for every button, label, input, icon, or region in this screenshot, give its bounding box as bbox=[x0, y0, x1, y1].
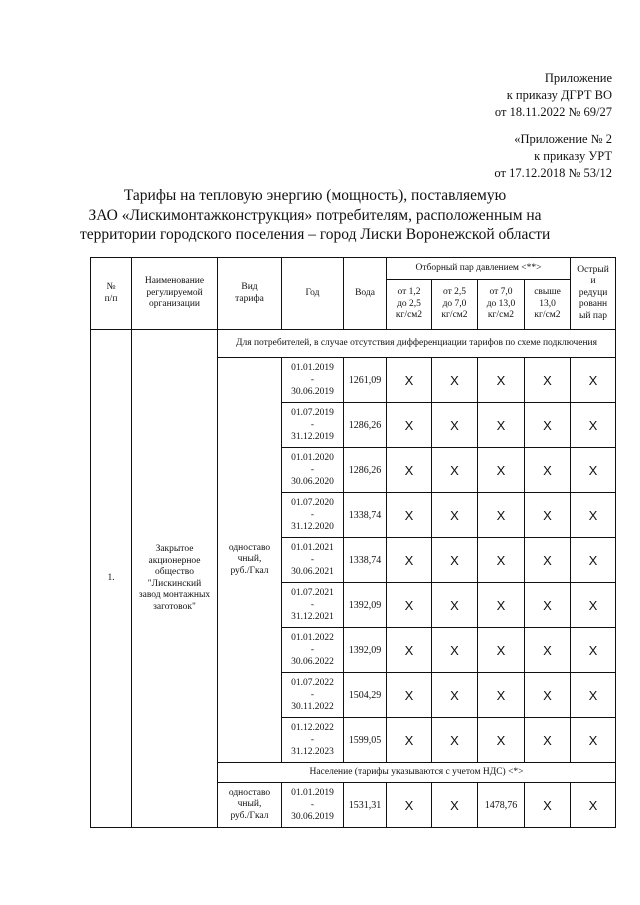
period-cell bbox=[282, 718, 344, 763]
header-text: от 7,0 bbox=[489, 287, 513, 298]
steam-value-3: 1478,76 bbox=[478, 783, 525, 828]
cell-line: чный, bbox=[237, 554, 262, 565]
header-water: Вода bbox=[344, 258, 387, 330]
water-value: 1531,31 bbox=[344, 783, 387, 828]
header-text: и bbox=[590, 276, 596, 287]
cell-line: 01.01.2019 bbox=[291, 788, 334, 798]
water-value: 1338,74 bbox=[344, 493, 387, 538]
cell-line: руб./Гкал bbox=[230, 565, 269, 576]
period-cell bbox=[282, 403, 344, 448]
cell-line: - bbox=[310, 600, 315, 610]
steam-value-5: X bbox=[571, 783, 616, 828]
steam-value-1: X bbox=[387, 358, 432, 403]
water-value: 1261,09 bbox=[344, 358, 387, 403]
header-text: Вид bbox=[241, 282, 258, 292]
title-line: ЗАО «Лискимонтажконструкция» потребителям, расположенным на bbox=[88, 206, 542, 224]
header-text: кг/см2 bbox=[441, 310, 468, 321]
steam-value-2: X bbox=[432, 448, 478, 493]
cell-line: 01.01.2020 bbox=[291, 453, 334, 463]
steam-value-2: X bbox=[432, 673, 478, 718]
steam-value-5: X bbox=[571, 493, 616, 538]
cell-line: 01.07.2020 bbox=[291, 498, 334, 508]
water-value: 1392,09 bbox=[344, 583, 387, 628]
section-row bbox=[91, 330, 616, 358]
steam-value-2: X bbox=[432, 583, 478, 628]
header-steam-3 bbox=[478, 280, 525, 330]
cell-line: - bbox=[310, 510, 315, 520]
cell-line: одноставо bbox=[228, 542, 271, 553]
cell-line: чный, bbox=[237, 799, 262, 810]
steam-value-5: X bbox=[571, 583, 616, 628]
title-line: территории городского поселения – город Лиски Воронежской области bbox=[80, 226, 551, 243]
header-text: организации bbox=[148, 299, 200, 310]
appendix-line: Приложение bbox=[544, 71, 612, 85]
table-body bbox=[91, 258, 616, 828]
section-title: Для потребителей, в случае отсутствия дифференциации тарифов по схеме подключения bbox=[218, 330, 616, 358]
title-line: Тарифы на тепловую энергию (мощность), поставляемую bbox=[123, 187, 507, 204]
cell-line: - bbox=[310, 555, 315, 565]
steam-value-2: X bbox=[432, 718, 478, 763]
header-kind bbox=[218, 258, 282, 330]
water-value: 1286,26 bbox=[344, 448, 387, 493]
steam-value-4: X bbox=[525, 628, 571, 673]
document-title bbox=[80, 186, 550, 245]
steam-value-1: X bbox=[387, 783, 432, 828]
header-row bbox=[91, 258, 616, 280]
header-text: от 1,2 bbox=[397, 287, 421, 298]
steam-value-2: X bbox=[432, 493, 478, 538]
org-name bbox=[132, 330, 218, 828]
steam-value-2: X bbox=[432, 358, 478, 403]
cell-line: 01.01.2022 bbox=[291, 633, 334, 643]
steam-value-1: X bbox=[387, 718, 432, 763]
cell-line: руб./Гкал bbox=[230, 810, 269, 821]
cell-line: 01.07.2022 bbox=[291, 678, 334, 688]
period-cell bbox=[282, 673, 344, 718]
cell-line: - bbox=[310, 800, 315, 810]
header-text: Острый bbox=[577, 264, 609, 275]
steam-value-1: X bbox=[387, 583, 432, 628]
steam-value-4: X bbox=[525, 403, 571, 448]
cell-line: Закрытое bbox=[155, 544, 194, 554]
steam-value-3: X bbox=[478, 493, 525, 538]
period-cell bbox=[282, 628, 344, 673]
water-value: 1338,74 bbox=[344, 538, 387, 583]
header-text: свыше bbox=[534, 287, 561, 298]
cell-line: 31.12.2023 bbox=[291, 747, 334, 757]
tariff-kind bbox=[218, 358, 282, 763]
water-value: 1599,05 bbox=[344, 718, 387, 763]
cell-line: общество bbox=[155, 567, 194, 577]
cell-line: 30.06.2019 bbox=[291, 387, 334, 397]
water-value: 1392,09 bbox=[344, 628, 387, 673]
tariff-kind bbox=[218, 783, 282, 828]
header-text: до 2,5 bbox=[397, 298, 421, 309]
cell-line: 31.12.2021 bbox=[291, 612, 334, 622]
tariff-table bbox=[90, 257, 616, 828]
period-cell bbox=[282, 783, 344, 828]
steam-value-2: X bbox=[432, 538, 478, 583]
water-value: 1504,29 bbox=[344, 673, 387, 718]
header-text: рованн bbox=[578, 299, 608, 310]
cell-line: - bbox=[310, 420, 315, 430]
header-num bbox=[91, 258, 132, 330]
appendix2-line: от 17.12.2018 № 53/12 bbox=[494, 166, 612, 180]
cell-line: 31.12.2019 bbox=[291, 432, 334, 442]
steam-value-1: X bbox=[387, 403, 432, 448]
header-text: до 13,0 bbox=[486, 298, 516, 309]
period-cell bbox=[282, 358, 344, 403]
cell-line: "Лискинский bbox=[147, 578, 202, 589]
header-text: ый пар bbox=[579, 310, 607, 321]
steam-value-4: X bbox=[525, 673, 571, 718]
steam-value-3: X bbox=[478, 673, 525, 718]
steam-value-1: X bbox=[387, 628, 432, 673]
cell-line: 01.01.2021 bbox=[291, 543, 334, 553]
header-steam-2 bbox=[432, 280, 478, 330]
steam-value-5: X bbox=[571, 403, 616, 448]
appendix-header bbox=[495, 70, 612, 121]
header-text: до 7,0 bbox=[442, 298, 467, 309]
cell-line: 30.06.2022 bbox=[291, 657, 334, 667]
steam-value-5: X bbox=[571, 628, 616, 673]
steam-value-4: X bbox=[525, 448, 571, 493]
steam-value-3: X bbox=[478, 583, 525, 628]
cell-line: - bbox=[310, 735, 315, 745]
steam-value-3: X bbox=[478, 538, 525, 583]
steam-value-5: X bbox=[571, 538, 616, 583]
cell-line: 01.07.2021 bbox=[291, 588, 334, 598]
header-steam-1 bbox=[387, 280, 432, 330]
cell-line: - bbox=[310, 645, 315, 655]
appendix-line: к приказу ДГРТ ВО bbox=[506, 88, 612, 102]
steam-value-3: X bbox=[478, 628, 525, 673]
appendix2-line: к приказу УРТ bbox=[534, 149, 612, 163]
appendix2-line: «Приложение № 2 bbox=[514, 132, 612, 146]
steam-value-4: X bbox=[525, 538, 571, 583]
steam-value-2: X bbox=[432, 783, 478, 828]
steam-value-5: X bbox=[571, 673, 616, 718]
header-year: Год bbox=[282, 258, 344, 330]
header-steam-group: Отборный пар давлением <**> bbox=[387, 258, 571, 280]
header-text: регулируемой bbox=[146, 287, 203, 298]
header-text: № bbox=[106, 282, 116, 292]
steam-value-4: X bbox=[525, 358, 571, 403]
cell-line: - bbox=[310, 375, 315, 385]
header-text: кг/см2 bbox=[534, 310, 561, 321]
steam-value-4: X bbox=[525, 783, 571, 828]
header-text: редуци bbox=[578, 287, 608, 298]
steam-value-3: X bbox=[478, 358, 525, 403]
cell-line: заготовок" bbox=[153, 601, 196, 612]
appendix2-header bbox=[494, 131, 612, 182]
steam-value-1: X bbox=[387, 493, 432, 538]
cell-line: 01.07.2019 bbox=[291, 408, 334, 418]
period-cell bbox=[282, 493, 344, 538]
header-text: п/п bbox=[104, 293, 118, 304]
cell-line: 30.11.2022 bbox=[291, 702, 334, 712]
steam-value-4: X bbox=[525, 718, 571, 763]
period-cell bbox=[282, 583, 344, 628]
header-text: кг/см2 bbox=[487, 310, 515, 321]
steam-value-4: X bbox=[525, 583, 571, 628]
section-title: Население (тарифы указываются с учетом НДС) <*> bbox=[218, 763, 616, 783]
header-text: тарифа bbox=[235, 293, 264, 304]
period-cell bbox=[282, 538, 344, 583]
cell-line: 30.06.2019 bbox=[291, 812, 334, 822]
water-value: 1286,26 bbox=[344, 403, 387, 448]
header-text: 13,0 bbox=[539, 298, 556, 309]
header-text: от 2,5 bbox=[442, 287, 467, 298]
cell-line: 01.12.2022 bbox=[291, 723, 334, 733]
cell-line: завод монтажных bbox=[138, 590, 211, 600]
steam-value-2: X bbox=[432, 403, 478, 448]
steam-value-3: X bbox=[478, 403, 525, 448]
cell-line: 30.06.2021 bbox=[291, 567, 334, 577]
steam-value-1: X bbox=[387, 673, 432, 718]
steam-value-3: X bbox=[478, 718, 525, 763]
steam-value-2: X bbox=[432, 628, 478, 673]
cell-line: 30.06.2020 bbox=[291, 477, 334, 487]
cell-line: - bbox=[310, 465, 315, 475]
steam-value-5: X bbox=[571, 448, 616, 493]
steam-value-5: X bbox=[571, 358, 616, 403]
period-cell bbox=[282, 448, 344, 493]
org-number: 1. bbox=[91, 330, 132, 828]
steam-value-3: X bbox=[478, 448, 525, 493]
steam-value-1: X bbox=[387, 538, 432, 583]
steam-value-5: X bbox=[571, 718, 616, 763]
header-text: кг/см2 bbox=[395, 310, 423, 321]
appendix-line: от 18.11.2022 № 69/27 bbox=[494, 105, 612, 119]
steam-value-1: X bbox=[387, 448, 432, 493]
steam-value-4: X bbox=[525, 493, 571, 538]
header-steam-4 bbox=[525, 280, 571, 330]
header-text: Наименование bbox=[144, 276, 205, 287]
cell-line: - bbox=[310, 690, 315, 700]
cell-line: одноставо bbox=[228, 787, 271, 798]
cell-line: акционерное bbox=[148, 555, 201, 566]
header-sharp-steam bbox=[571, 258, 616, 330]
header-org bbox=[132, 258, 218, 330]
cell-line: 31.12.2020 bbox=[291, 522, 334, 532]
cell-line: 01.01.2019 bbox=[291, 363, 334, 373]
